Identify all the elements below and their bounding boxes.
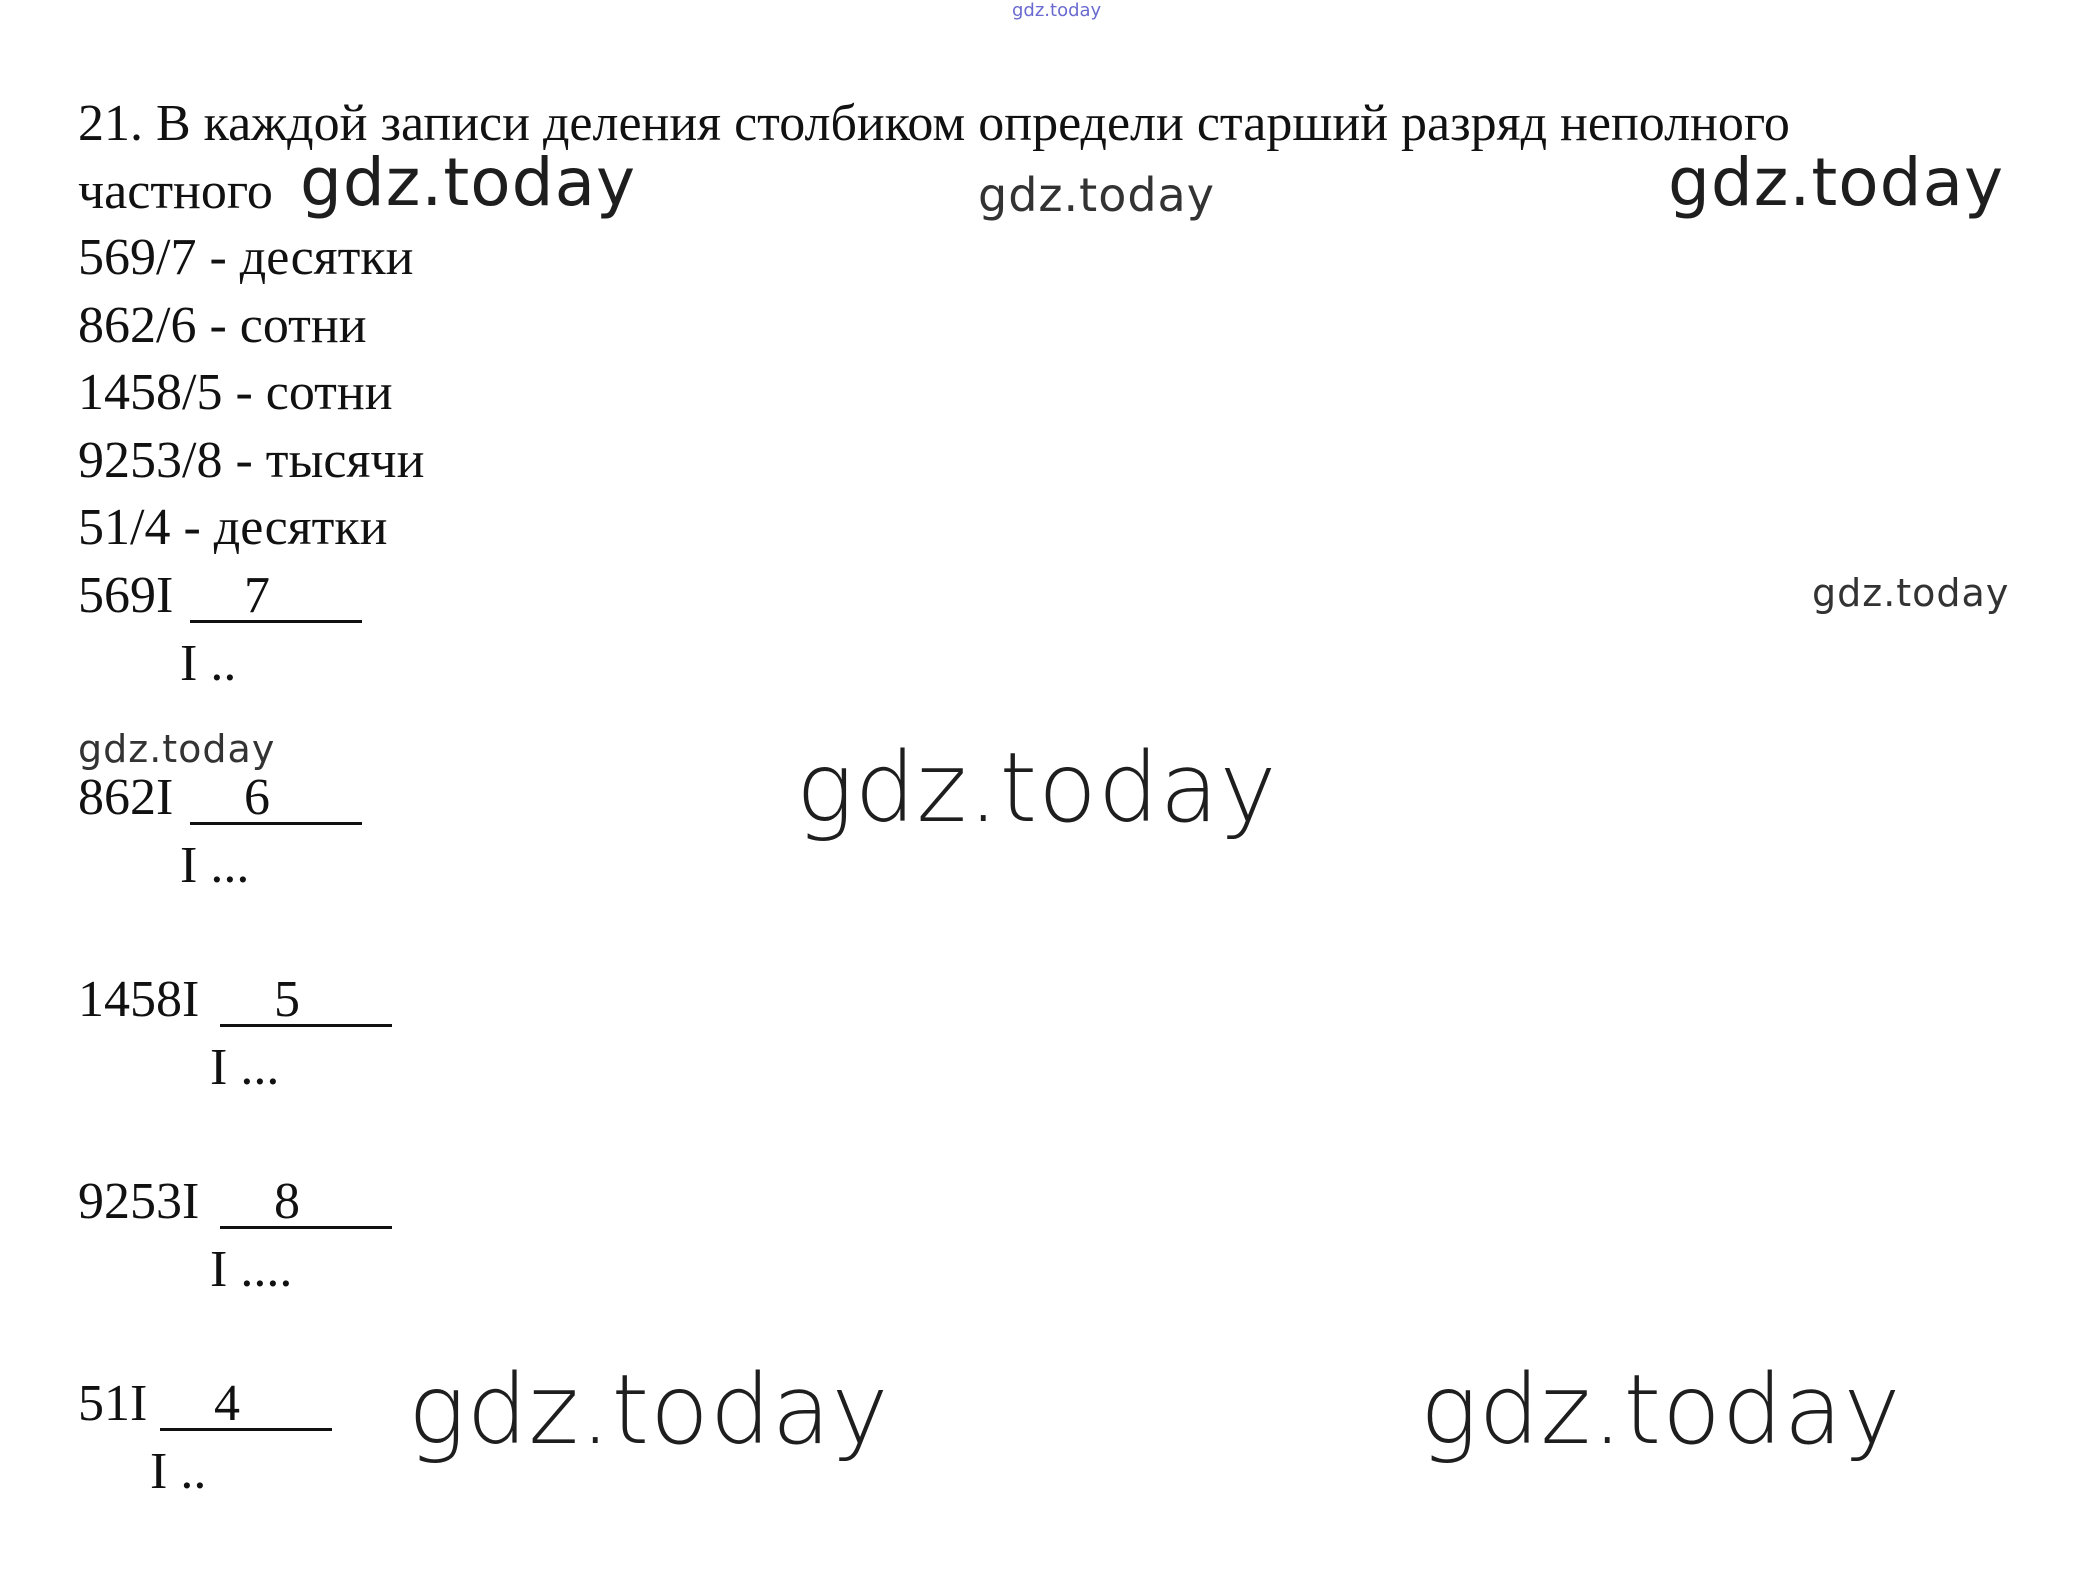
watermark-top: gdz.today (1012, 0, 1102, 21)
watermark-line2-left: gdz.today (300, 144, 637, 221)
division-block-2 (78, 769, 398, 902)
division-line-2 (190, 769, 362, 826)
task-line-1: 21. В каждой записи деления столбиком определи старший разряд неполного (78, 95, 1790, 152)
dividend-2: 862I (78, 769, 174, 826)
watermark-right-mid: gdz.today (1812, 571, 2010, 615)
watermark-line2-right: gdz.today (1668, 144, 2005, 221)
divisor-3: 5 (274, 971, 300, 1028)
watermark-bottom-right: gdz.today (1420, 1354, 1902, 1466)
divisor-4: 8 (274, 1173, 300, 1230)
answer-4: 9253/8 - тысячи (78, 432, 425, 489)
quotient-1: I .. (180, 635, 237, 692)
answer-1: 569/7 - десятки (78, 229, 414, 286)
watermark-bottom-left: gdz.today (408, 1354, 890, 1466)
quotient-5: I .. (150, 1443, 207, 1500)
division-block-3 (78, 971, 418, 1104)
divisor-2: 6 (244, 769, 270, 826)
quotient-4: I .... (210, 1241, 293, 1298)
division-line-5 (160, 1375, 332, 1432)
dividend-1: 569I (78, 567, 174, 624)
answer-5: 51/4 - десятки (78, 499, 388, 556)
dividend-5: 51I (78, 1375, 148, 1432)
division-block-4 (78, 1173, 418, 1306)
watermark-center-large: gdz.today (796, 732, 1278, 844)
watermark-line2-center: gdz.today (978, 168, 1215, 222)
divisor-5: 4 (214, 1375, 240, 1432)
quotient-2: I ... (180, 837, 250, 894)
division-line-1 (190, 567, 362, 624)
quotient-3: I ... (210, 1039, 280, 1096)
task-line-2: частного (78, 163, 273, 220)
divisor-1: 7 (244, 567, 270, 624)
watermark-left-small: gdz.today (78, 727, 276, 771)
dividend-3: 1458I (78, 971, 200, 1028)
division-block-5 (78, 1375, 378, 1508)
division-line-3 (220, 971, 392, 1028)
dividend-4: 9253I (78, 1173, 200, 1230)
division-line-4 (220, 1173, 392, 1230)
answer-2: 862/6 - сотни (78, 297, 367, 354)
division-block-1 (78, 567, 398, 700)
answer-3: 1458/5 - сотни (78, 364, 393, 421)
